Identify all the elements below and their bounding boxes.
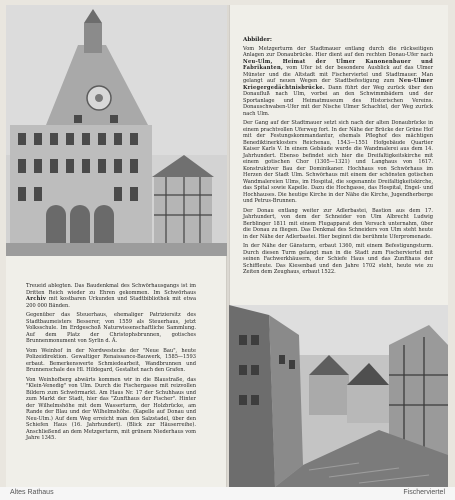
text-span: Vom Metzgerturm der Stadtmauer entlang durch die rückseitigen Anlagen zur Donaubrücke. Hier dient auf den rechten Donau-Ufer nach: [243, 45, 433, 58]
town-hall-photo: [6, 5, 227, 256]
text-span: Dann führt der Weg zurück über den Donaufluß nach Ulm, vorbei an den Schwimmbädern und der Sportanlage und Heimatmuseum des Historischen Vereins. Donauschwaben-Ufer mit der Nische Ulmer Schachtel, der Weg zurück nach Ulm.: [243, 84, 433, 117]
paragraph: Der Donau entlang weiter zur Adlerbastei, Bastion aus dem 17. Jahrhundert, von dem der Schneider von Ulm Albrecht Ludwig Berblinger 1811 mit einem Flugapparat den Versuch unternahm, über die Donau zu fliegen. Das Denkmal des Schneiders von Ulm steht heute in der Nähe der Adlerbastei. Hier beginnt die berühmte Uferpromenade.: [243, 207, 433, 240]
town-hall-illustration: [6, 5, 227, 256]
left-page-text: [26, 283, 196, 445]
canal-illustration: [229, 305, 448, 487]
paragraph: In der Nähe der Gänsturm, erbaut 1360, mit einem Befestigungsturm. Durch diesen Turm gelangt man in die Stadt zum Fischerviertel mit seinen Fachwerkhäusern, der Schiefe Haus und das Zunfthaus der Schiffleute. Das Kiesenbad und den Jahre 1702 steht, heute wie zu Zeiten dem Zeughaus, erbaut 1522.: [243, 243, 433, 275]
text-span: vom Ufer ist der besondere Ausblick auf das Ulmer Münster und die Altstadt mit Fischerviertel und Stadtmauer. Man gelangt auf neuen Wegen der Stadtbefestigung zum: [243, 65, 434, 84]
footer-caption-left: Altes Rathaus: [10, 489, 54, 496]
text-span: mit kostbaren Urkunden und Stadtbibliothek mit etwa 200 000 Bänden.: [26, 296, 196, 309]
text-span: Treueid ablegten. Das Baudenkmal des Schwörhausgangs ist im Dritten Reich wieder zu Ehren gekommen. Im Schwörhaus: [26, 283, 196, 296]
paragraph: [243, 46, 433, 118]
footer-caption-right: Fischerviertel: [403, 489, 445, 496]
footer-bar: [0, 487, 455, 500]
fischerviertel-photo: [229, 305, 448, 487]
paragraph: [26, 283, 196, 309]
highlight-text: Neu-Ulmer Kriegergedächtnisbrücke.: [243, 78, 433, 91]
paragraph: Der Gang auf der Stadtmauer setzt sich nach der alten Donaubrücke in einem prachtvollen Uferweg fort. In der Nähe der Brücke der Grüne Hof mit der Festungskommandantur, ehemals Pfleghof des mächtigen Benediktinerklosters Reichenau, 1543—1551 Hofgebäude Quartier Kaiser Karls V. In einem Gebäude wurde die Wandmalerei aus dem 14. Jahrhundert. Ebenso befindet sich hier die Dreifaltigkeitskirche mit einem gotischen Chor (1305—1321) und Langhaus von 1617. Konstruktiver Bau der Dominikaner. Hochhaus von Schwörhaus im Herzen der Stadt Ulm. Schwörhaus mit einem der schönsten gotischen Wandmalereien Ulms, im Hospital, die sogenannte Dreifaltigkeitskirche, das Spital sowie Kapelle. Dazu die Hochgasse, das Hospital, Engel- und Hochhauses. Die heutige Kirche in der Nähe die Kirche, Jugendherberge und Petrus-Brunnen.: [243, 120, 433, 204]
highlight-text: Neu-Ulm, Heimat der Ulmer Kanonenbauer und Fabrikanten,: [243, 58, 433, 71]
paragraph: Von Weinhofberg abwärts kommen wir in die Blaustraße, das "Klein-Venedig" von Ulm. Durch die Fischergasse mit reizvollen Bildern zum Schwörmarkt. Am Haus Nr. 17 der Schuhhaus und zum Markt der Stadt, hier das "Zunfthaus der Fischer". Hinter der Wilhelmshöhe mit dem Wasserturm, der Holzbrücke, am Rande der Blau und der Wilhelmshöhe. (Kapelle auf Donau und Neu-Ulm.) Auf dem Weg erreicht man den Salzstadel, über den Schiefen Haus (16. Jahrhundert). (Blick zur Häuserreihe). Anschließend an dem Metzgerturm, mit grünem Niederhaus vom Jahre 1345.: [26, 376, 196, 441]
section-heading: Abbilder:: [243, 37, 272, 43]
highlight-text: Archiv: [26, 296, 47, 302]
paragraph: Gegenüber das Steuerhaus, ehemaliger Patriziersitz des Stadtbaumeisters Besserer, von 1559 als Steuerhaus, jetzt Volksschule. Im Erdgeschoß Naturwissenschaftliche Sammlung. Auf dem Platz der Christophsbrunnen, gotisches Brunnenmonument von Syrlin d. Ä.: [26, 312, 196, 344]
paragraph: Vom Weinhof in der Nordwestecke der "Neue Bau", heute Polizeidirektion. Gewaltiger Renaissance-Bauwerk, 1585—1593 erbaut. Bemerkenswerte Schmiedearbeit, Wandbrunnen und Brunnenschale des Hl. Hildegard, Gestaltet nach den Grafen.: [26, 347, 196, 373]
right-page-text: [243, 37, 433, 279]
